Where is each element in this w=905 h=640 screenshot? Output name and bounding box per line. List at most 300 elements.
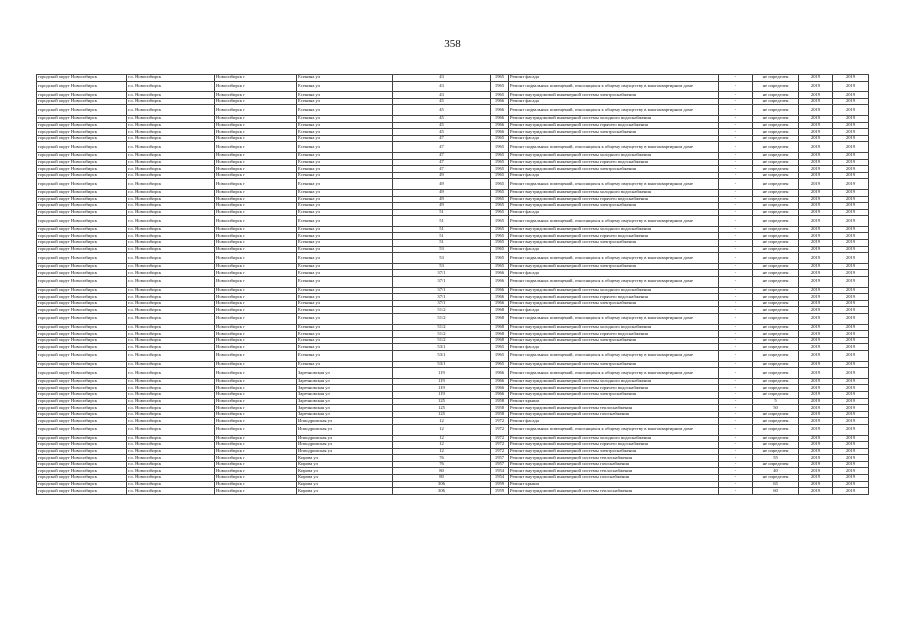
volume-cell: не определен bbox=[753, 142, 799, 153]
volume-cell: 65 bbox=[753, 481, 799, 488]
settlement-cell: г.о. Новосибирск bbox=[127, 166, 215, 173]
build-year-cell: 1965 bbox=[491, 350, 509, 361]
municipality-cell: городской округ Новосибирск bbox=[37, 226, 127, 233]
city-cell: Новосибирск г bbox=[215, 300, 297, 307]
year-end-cell: 2019 bbox=[833, 361, 869, 368]
table-row bbox=[37, 189, 869, 196]
volume-cell: не определен bbox=[753, 75, 799, 82]
municipality-cell: городской округ Новосибирск bbox=[37, 233, 127, 240]
house-number-cell: 53 bbox=[393, 246, 491, 253]
year-end-cell: 2019 bbox=[833, 424, 869, 435]
settlement-cell: г.о. Новосибирск bbox=[127, 361, 215, 368]
work-type-cell: Ремонт внутридомовой инженерной системы теплоснабжения bbox=[509, 405, 719, 412]
settlement-cell: г.о. Новосибирск bbox=[127, 488, 215, 495]
year-start-cell: 2019 bbox=[799, 209, 833, 216]
dash-cell: - bbox=[719, 253, 753, 264]
city-cell: Новосибирск г bbox=[215, 331, 297, 338]
settlement-cell: г.о. Новосибирск bbox=[127, 307, 215, 314]
municipality-cell: городской округ Новосибирск bbox=[37, 300, 127, 307]
volume-cell: не определен bbox=[753, 287, 799, 294]
municipality-cell: городской округ Новосибирск bbox=[37, 179, 127, 190]
dash-cell: - bbox=[719, 81, 753, 92]
settlement-cell: г.о. Новосибирск bbox=[127, 105, 215, 116]
work-type-cell: Ремонт фасада bbox=[509, 209, 719, 216]
year-start-cell: 2019 bbox=[799, 253, 833, 264]
city-cell: Новосибирск г bbox=[215, 152, 297, 159]
street-cell: Есенина ул bbox=[297, 75, 393, 82]
dash-cell: - bbox=[719, 435, 753, 442]
table-row bbox=[37, 115, 869, 122]
dash-cell: - bbox=[719, 418, 753, 425]
street-cell: Есенина ул bbox=[297, 263, 393, 270]
street-cell: Есенина ул bbox=[297, 81, 393, 92]
work-type-cell: Ремонт внутридомовой инженерной системы горячего водоснабжения bbox=[509, 196, 719, 203]
volume-cell: не определен bbox=[753, 240, 799, 247]
year-end-cell: 2019 bbox=[833, 233, 869, 240]
city-cell: Новосибирск г bbox=[215, 324, 297, 331]
settlement-cell: г.о. Новосибирск bbox=[127, 350, 215, 361]
volume-cell: не определен bbox=[753, 209, 799, 216]
settlement-cell: г.о. Новосибирск bbox=[127, 159, 215, 166]
year-start-cell: 2019 bbox=[799, 122, 833, 129]
year-start-cell: 2019 bbox=[799, 179, 833, 190]
build-year-cell: 1966 bbox=[491, 122, 509, 129]
city-cell: Новосибирск г bbox=[215, 253, 297, 264]
table-row bbox=[37, 461, 869, 468]
street-cell: Кирова ул bbox=[297, 455, 393, 462]
house-number-cell: 47 bbox=[393, 159, 491, 166]
volume-cell: не определен bbox=[753, 122, 799, 129]
build-year-cell: 1966 bbox=[491, 105, 509, 116]
municipality-cell: городской округ Новосибирск bbox=[37, 115, 127, 122]
dash-cell: - bbox=[719, 475, 753, 482]
street-cell: Есенина ул bbox=[297, 209, 393, 216]
work-type-cell: Ремонт внутридомовой инженерной системы холодного водоснабжения bbox=[509, 152, 719, 159]
settlement-cell: г.о. Новосибирск bbox=[127, 122, 215, 129]
house-number-cell: 45 bbox=[393, 129, 491, 136]
table-body bbox=[37, 75, 869, 495]
dash-cell: - bbox=[719, 405, 753, 412]
build-year-cell: 1966 bbox=[491, 270, 509, 277]
settlement-cell: г.о. Новосибирск bbox=[127, 331, 215, 338]
street-cell: Есенина ул bbox=[297, 115, 393, 122]
table-row bbox=[37, 159, 869, 166]
work-type-cell: Ремонт внутридомовой инженерной системы электроснабжения bbox=[509, 203, 719, 210]
year-start-cell: 2019 bbox=[799, 391, 833, 398]
table-row bbox=[37, 216, 869, 227]
year-start-cell: 2019 bbox=[799, 75, 833, 82]
settlement-cell: г.о. Новосибирск bbox=[127, 253, 215, 264]
volume-cell: не определен bbox=[753, 344, 799, 351]
year-start-cell: 2019 bbox=[799, 385, 833, 392]
house-number-cell: 76 bbox=[393, 455, 491, 462]
municipality-cell: городской округ Новосибирск bbox=[37, 294, 127, 301]
work-type-cell: Ремонт подвальных помещений, относящихся к общему имуществу в многоквартирном доме bbox=[509, 350, 719, 361]
municipality-cell: городской округ Новосибирск bbox=[37, 405, 127, 412]
street-cell: Есенина ул bbox=[297, 203, 393, 210]
year-end-cell: 2019 bbox=[833, 277, 869, 288]
build-year-cell: 1965 bbox=[491, 216, 509, 227]
house-number-cell: 80 bbox=[393, 468, 491, 475]
dash-cell: - bbox=[719, 92, 753, 99]
volume-cell: не определен bbox=[753, 300, 799, 307]
municipality-cell: городской округ Новосибирск bbox=[37, 424, 127, 435]
year-end-cell: 2019 bbox=[833, 209, 869, 216]
city-cell: Новосибирск г bbox=[215, 172, 297, 179]
street-cell: Заречновская ул bbox=[297, 398, 393, 405]
house-number-cell: 43 bbox=[393, 92, 491, 99]
dash-cell: - bbox=[719, 398, 753, 405]
settlement-cell: г.о. Новосибирск bbox=[127, 385, 215, 392]
table-row bbox=[37, 226, 869, 233]
year-start-cell: 2019 bbox=[799, 263, 833, 270]
volume-cell: не определен bbox=[753, 216, 799, 227]
street-cell: Есенина ул bbox=[297, 142, 393, 153]
work-type-cell: Ремонт внутридомовой инженерной системы горячего водоснабжения bbox=[509, 294, 719, 301]
work-type-cell: Ремонт внутридомовой инженерной системы холодного водоснабжения bbox=[509, 378, 719, 385]
volume-cell: не определен bbox=[753, 324, 799, 331]
city-cell: Новосибирск г bbox=[215, 361, 297, 368]
settlement-cell: г.о. Новосибирск bbox=[127, 240, 215, 247]
build-year-cell: 1966 bbox=[491, 391, 509, 398]
volume-cell: не определен bbox=[753, 253, 799, 264]
work-type-cell: Ремонт подвальных помещений, относящихся к общему имуществу в многоквартирном доме bbox=[509, 424, 719, 435]
work-type-cell: Ремонт подвальных помещений, относящихся к общему имуществу в многоквартирном доме bbox=[509, 216, 719, 227]
year-end-cell: 2019 bbox=[833, 263, 869, 270]
city-cell: Новосибирск г bbox=[215, 216, 297, 227]
settlement-cell: г.о. Новосибирск bbox=[127, 129, 215, 136]
street-cell: Есенина ул bbox=[297, 314, 393, 325]
dash-cell: - bbox=[719, 172, 753, 179]
municipality-cell: городской округ Новосибирск bbox=[37, 246, 127, 253]
dash-cell: - bbox=[719, 135, 753, 142]
street-cell: Есенина ул bbox=[297, 324, 393, 331]
street-cell: Есенина ул bbox=[297, 159, 393, 166]
street-cell: Заречновская ул bbox=[297, 411, 393, 418]
city-cell: Новосибирск г bbox=[215, 122, 297, 129]
work-type-cell: Ремонт внутридомовой инженерной системы электроснабжения bbox=[509, 129, 719, 136]
year-end-cell: 2019 bbox=[833, 307, 869, 314]
volume-cell: не определен bbox=[753, 226, 799, 233]
year-end-cell: 2019 bbox=[833, 196, 869, 203]
house-number-cell: 119 bbox=[393, 378, 491, 385]
house-number-cell: 119 bbox=[393, 391, 491, 398]
city-cell: Новосибирск г bbox=[215, 98, 297, 105]
volume-cell: не определен bbox=[753, 135, 799, 142]
street-cell: Есенина ул bbox=[297, 287, 393, 294]
build-year-cell: 1966 bbox=[491, 300, 509, 307]
year-start-cell: 2019 bbox=[799, 300, 833, 307]
settlement-cell: г.о. Новосибирск bbox=[127, 172, 215, 179]
dash-cell: - bbox=[719, 240, 753, 247]
dash-cell: - bbox=[719, 424, 753, 435]
build-year-cell: 1958 bbox=[491, 411, 509, 418]
volume-cell: не определен bbox=[753, 166, 799, 173]
city-cell: Новосибирск г bbox=[215, 159, 297, 166]
house-number-cell: 12 bbox=[393, 442, 491, 449]
work-type-cell: Ремонт внутридомовой инженерной системы электроснабжения bbox=[509, 391, 719, 398]
city-cell: Новосибирск г bbox=[215, 294, 297, 301]
build-year-cell: 1965 bbox=[491, 172, 509, 179]
year-end-cell: 2019 bbox=[833, 122, 869, 129]
work-type-cell: Ремонт внутридомовой инженерной системы электроснабжения bbox=[509, 361, 719, 368]
house-number-cell: 37/1 bbox=[393, 270, 491, 277]
build-year-cell: 1972 bbox=[491, 435, 509, 442]
house-number-cell: 306 bbox=[393, 481, 491, 488]
table-row bbox=[37, 488, 869, 495]
dash-cell: - bbox=[719, 331, 753, 338]
year-end-cell: 2019 bbox=[833, 405, 869, 412]
dash-cell: - bbox=[719, 152, 753, 159]
year-end-cell: 2019 bbox=[833, 398, 869, 405]
settlement-cell: г.о. Новосибирск bbox=[127, 405, 215, 412]
municipality-cell: городской округ Новосибирск bbox=[37, 203, 127, 210]
street-cell: Заречновская ул bbox=[297, 391, 393, 398]
dash-cell: - bbox=[719, 75, 753, 82]
city-cell: Новосибирск г bbox=[215, 246, 297, 253]
year-end-cell: 2019 bbox=[833, 461, 869, 468]
year-start-cell: 2019 bbox=[799, 172, 833, 179]
build-year-cell: 1965 bbox=[491, 135, 509, 142]
year-start-cell: 2019 bbox=[799, 337, 833, 344]
table-row bbox=[37, 424, 869, 435]
municipality-cell: городской округ Новосибирск bbox=[37, 442, 127, 449]
build-year-cell: 1968 bbox=[491, 337, 509, 344]
dash-cell: - bbox=[719, 277, 753, 288]
dash-cell: - bbox=[719, 270, 753, 277]
street-cell: Ипподромская ул bbox=[297, 435, 393, 442]
build-year-cell: 1965 bbox=[491, 142, 509, 153]
dash-cell: - bbox=[719, 294, 753, 301]
dash-cell: - bbox=[719, 209, 753, 216]
work-type-cell: Ремонт внутридомовой инженерной системы газоснабжения bbox=[509, 475, 719, 482]
city-cell: Новосибирск г bbox=[215, 391, 297, 398]
city-cell: Новосибирск г bbox=[215, 405, 297, 412]
municipality-cell: городской округ Новосибирск bbox=[37, 344, 127, 351]
table-row bbox=[37, 287, 869, 294]
volume-cell: 5 bbox=[753, 398, 799, 405]
city-cell: Новосибирск г bbox=[215, 481, 297, 488]
settlement-cell: г.о. Новосибирск bbox=[127, 411, 215, 418]
table-row bbox=[37, 361, 869, 368]
settlement-cell: г.о. Новосибирск bbox=[127, 92, 215, 99]
settlement-cell: г.о. Новосибирск bbox=[127, 391, 215, 398]
city-cell: Новосибирск г bbox=[215, 92, 297, 99]
work-type-cell: Ремонт внутридомовой инженерной системы электроснабжения bbox=[509, 448, 719, 455]
settlement-cell: г.о. Новосибирск bbox=[127, 368, 215, 379]
work-type-cell: Ремонт крыши bbox=[509, 481, 719, 488]
table-row bbox=[37, 448, 869, 455]
street-cell: Есенина ул bbox=[297, 189, 393, 196]
year-end-cell: 2019 bbox=[833, 314, 869, 325]
volume-cell: не определен bbox=[753, 152, 799, 159]
work-type-cell: Ремонт внутридомовой инженерной системы электроснабжения bbox=[509, 166, 719, 173]
volume-cell: не определен bbox=[753, 337, 799, 344]
table-row bbox=[37, 300, 869, 307]
municipality-cell: городской округ Новосибирск bbox=[37, 98, 127, 105]
year-start-cell: 2019 bbox=[799, 216, 833, 227]
year-end-cell: 2019 bbox=[833, 294, 869, 301]
build-year-cell: 1972 bbox=[491, 418, 509, 425]
settlement-cell: г.о. Новосибирск bbox=[127, 418, 215, 425]
house-number-cell: 43 bbox=[393, 81, 491, 92]
table-row bbox=[37, 391, 869, 398]
build-year-cell: 1966 bbox=[491, 385, 509, 392]
volume-cell: не определен bbox=[753, 331, 799, 338]
table-row bbox=[37, 418, 869, 425]
municipality-cell: городской округ Новосибирск bbox=[37, 314, 127, 325]
table-row bbox=[37, 405, 869, 412]
municipality-cell: городской округ Новосибирск bbox=[37, 398, 127, 405]
street-cell: Есенина ул bbox=[297, 98, 393, 105]
municipality-cell: городской округ Новосибирск bbox=[37, 385, 127, 392]
volume-cell: не определен bbox=[753, 98, 799, 105]
municipality-cell: городской округ Новосибирск bbox=[37, 81, 127, 92]
street-cell: Есенина ул bbox=[297, 253, 393, 264]
street-cell: Есенина ул bbox=[297, 122, 393, 129]
year-start-cell: 2019 bbox=[799, 270, 833, 277]
municipality-cell: городской округ Новосибирск bbox=[37, 418, 127, 425]
dash-cell: - bbox=[719, 287, 753, 294]
city-cell: Новосибирск г bbox=[215, 461, 297, 468]
build-year-cell: 1965 bbox=[491, 203, 509, 210]
volume-cell: не определен bbox=[753, 81, 799, 92]
build-year-cell: 1965 bbox=[491, 166, 509, 173]
city-cell: Новосибирск г bbox=[215, 196, 297, 203]
dash-cell: - bbox=[719, 233, 753, 240]
house-number-cell: 47 bbox=[393, 166, 491, 173]
build-year-cell: 1965 bbox=[491, 75, 509, 82]
municipality-cell: городской округ Новосибирск bbox=[37, 435, 127, 442]
year-end-cell: 2019 bbox=[833, 216, 869, 227]
house-number-cell: 51/2 bbox=[393, 307, 491, 314]
city-cell: Новосибирск г bbox=[215, 203, 297, 210]
work-type-cell: Ремонт фасада bbox=[509, 172, 719, 179]
work-type-cell: Ремонт фасада bbox=[509, 270, 719, 277]
street-cell: Есенина ул bbox=[297, 270, 393, 277]
volume-cell: не определен bbox=[753, 196, 799, 203]
year-start-cell: 2019 bbox=[799, 368, 833, 379]
street-cell: Есенина ул bbox=[297, 129, 393, 136]
dash-cell: - bbox=[719, 129, 753, 136]
settlement-cell: г.о. Новосибирск bbox=[127, 344, 215, 351]
year-start-cell: 2019 bbox=[799, 424, 833, 435]
city-cell: Новосибирск г bbox=[215, 442, 297, 449]
city-cell: Новосибирск г bbox=[215, 468, 297, 475]
street-cell: Есенина ул bbox=[297, 172, 393, 179]
dash-cell: - bbox=[719, 448, 753, 455]
table-row bbox=[37, 166, 869, 173]
table-row bbox=[37, 172, 869, 179]
volume-cell: не определен bbox=[753, 461, 799, 468]
municipality-cell: городской округ Новосибирск bbox=[37, 105, 127, 116]
volume-cell: не определен bbox=[753, 92, 799, 99]
work-type-cell: Ремонт внутридомовой инженерной системы горячего водоснабжения bbox=[509, 159, 719, 166]
dash-cell: - bbox=[719, 361, 753, 368]
year-start-cell: 2019 bbox=[799, 277, 833, 288]
settlement-cell: г.о. Новосибирск bbox=[127, 196, 215, 203]
table-row bbox=[37, 385, 869, 392]
municipality-cell: городской округ Новосибирск bbox=[37, 189, 127, 196]
house-number-cell: 45 bbox=[393, 115, 491, 122]
work-type-cell: Ремонт подвальных помещений, относящихся к общему имуществу в многоквартирном доме bbox=[509, 314, 719, 325]
city-cell: Новосибирск г bbox=[215, 344, 297, 351]
year-end-cell: 2019 bbox=[833, 92, 869, 99]
table-row bbox=[37, 455, 869, 462]
year-end-cell: 2019 bbox=[833, 368, 869, 379]
volume-cell: не определен bbox=[753, 385, 799, 392]
work-type-cell: Ремонт внутридомовой инженерной системы электроснабжения bbox=[509, 240, 719, 247]
year-end-cell: 2019 bbox=[833, 488, 869, 495]
table-row bbox=[37, 350, 869, 361]
volume-cell: не определен bbox=[753, 391, 799, 398]
work-type-cell: Ремонт фасада bbox=[509, 135, 719, 142]
build-year-cell: 1966 bbox=[491, 129, 509, 136]
house-number-cell: 49 bbox=[393, 196, 491, 203]
year-end-cell: 2019 bbox=[833, 418, 869, 425]
year-start-cell: 2019 bbox=[799, 442, 833, 449]
build-year-cell: 1965 bbox=[491, 246, 509, 253]
municipality-cell: городской округ Новосибирск bbox=[37, 263, 127, 270]
city-cell: Новосибирск г bbox=[215, 314, 297, 325]
settlement-cell: г.о. Новосибирск bbox=[127, 98, 215, 105]
build-year-cell: 1965 bbox=[491, 233, 509, 240]
table-row bbox=[37, 129, 869, 136]
volume-cell: не определен bbox=[753, 115, 799, 122]
street-cell: Есенина ул bbox=[297, 240, 393, 247]
build-year-cell: 1966 bbox=[491, 277, 509, 288]
house-number-cell: 80 bbox=[393, 475, 491, 482]
build-year-cell: 1966 bbox=[491, 115, 509, 122]
year-end-cell: 2019 bbox=[833, 81, 869, 92]
house-number-cell: 51/2 bbox=[393, 331, 491, 338]
year-end-cell: 2019 bbox=[833, 475, 869, 482]
street-cell: Кирова ул bbox=[297, 468, 393, 475]
table-row bbox=[37, 344, 869, 351]
settlement-cell: г.о. Новосибирск bbox=[127, 442, 215, 449]
municipality-cell: городской округ Новосибирск bbox=[37, 277, 127, 288]
settlement-cell: г.о. Новосибирск bbox=[127, 270, 215, 277]
year-end-cell: 2019 bbox=[833, 481, 869, 488]
year-start-cell: 2019 bbox=[799, 203, 833, 210]
municipality-cell: городской округ Новосибирск bbox=[37, 216, 127, 227]
work-type-cell: Ремонт внутридомовой инженерной системы горячего водоснабжения bbox=[509, 385, 719, 392]
table-row bbox=[37, 411, 869, 418]
dash-cell: - bbox=[719, 442, 753, 449]
build-year-cell: 1965 bbox=[491, 209, 509, 216]
year-start-cell: 2019 bbox=[799, 481, 833, 488]
build-year-cell: 1972 bbox=[491, 442, 509, 449]
city-cell: Новосибирск г bbox=[215, 385, 297, 392]
city-cell: Новосибирск г bbox=[215, 270, 297, 277]
year-start-cell: 2019 bbox=[799, 350, 833, 361]
municipality-cell: городской округ Новосибирск bbox=[37, 324, 127, 331]
year-end-cell: 2019 bbox=[833, 411, 869, 418]
year-end-cell: 2019 bbox=[833, 159, 869, 166]
city-cell: Новосибирск г bbox=[215, 81, 297, 92]
year-end-cell: 2019 bbox=[833, 135, 869, 142]
year-end-cell: 2019 bbox=[833, 179, 869, 190]
table-row bbox=[37, 270, 869, 277]
work-type-cell: Ремонт фасада bbox=[509, 418, 719, 425]
settlement-cell: г.о. Новосибирск bbox=[127, 75, 215, 82]
dash-cell: - bbox=[719, 105, 753, 116]
dash-cell: - bbox=[719, 115, 753, 122]
city-cell: Новосибирск г bbox=[215, 448, 297, 455]
dash-cell: - bbox=[719, 189, 753, 196]
build-year-cell: 1958 bbox=[491, 405, 509, 412]
work-type-cell: Ремонт подвальных помещений, относящихся к общему имуществу в многоквартирном доме bbox=[509, 81, 719, 92]
